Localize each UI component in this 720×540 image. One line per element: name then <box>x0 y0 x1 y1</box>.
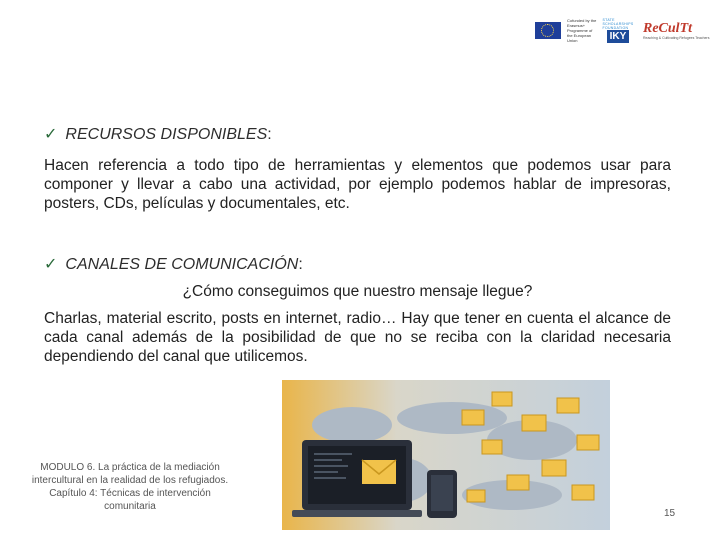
canales-paragraph: Charlas, material escrito, posts en internet, radio… Hay que tener en cuenta el alcance de cada canal además de la posibilidad de que no se reciba con la claridad necesaria dependiendo del canal que utilicemos. <box>44 310 671 365</box>
logo-bar <box>535 18 709 43</box>
eu-flag-logo <box>535 22 561 39</box>
page-number: 15 <box>664 508 676 519</box>
eu-cofunded-text: Cofunded by the Erasmus+ Programme of the European Union <box>567 18 597 43</box>
heading-colon: : <box>298 256 303 273</box>
section-heading-recursos <box>44 124 272 144</box>
section-heading-text: RECURSOS DISPONIBLES <box>65 126 268 143</box>
iky-tagline: STATE SCHOLARSHIPS FOUNDATION <box>602 18 634 30</box>
iky-logo <box>603 18 633 43</box>
communication-illustration <box>282 380 610 530</box>
checkmark-icon: ✓ <box>44 254 58 273</box>
recultt-logo <box>643 22 709 40</box>
module-footer-note: MODULO 6. La práctica de la mediación intercultural en la realidad de los refugiados. Capítulo 4: Técnicas de intervención comunitaria <box>31 462 229 512</box>
recultt-wordmark: ReCulTt <box>643 20 693 36</box>
laptop-envelopes-image <box>282 380 610 530</box>
recursos-paragraph: Hacen referencia a todo tipo de herramientas y elementos que podemos usar para componer y llevar a cabo una actividad, por ejemplo podemos hablar de impresoras, posters, CDs, películas y documentales, etc. <box>44 157 671 212</box>
section-heading-canales <box>44 254 303 274</box>
section-heading-text: CANALES DE COMUNICACIÓN <box>65 256 299 273</box>
question-line: ¿Cómo conseguimos que nuestro mensaje llegue? <box>182 283 533 300</box>
recultt-tagline: Reaching & Cultivating Refugees Teachers <box>643 35 710 40</box>
heading-colon: : <box>267 126 272 143</box>
iky-wordmark: IKY <box>607 30 630 43</box>
checkmark-icon: ✓ <box>44 124 58 143</box>
